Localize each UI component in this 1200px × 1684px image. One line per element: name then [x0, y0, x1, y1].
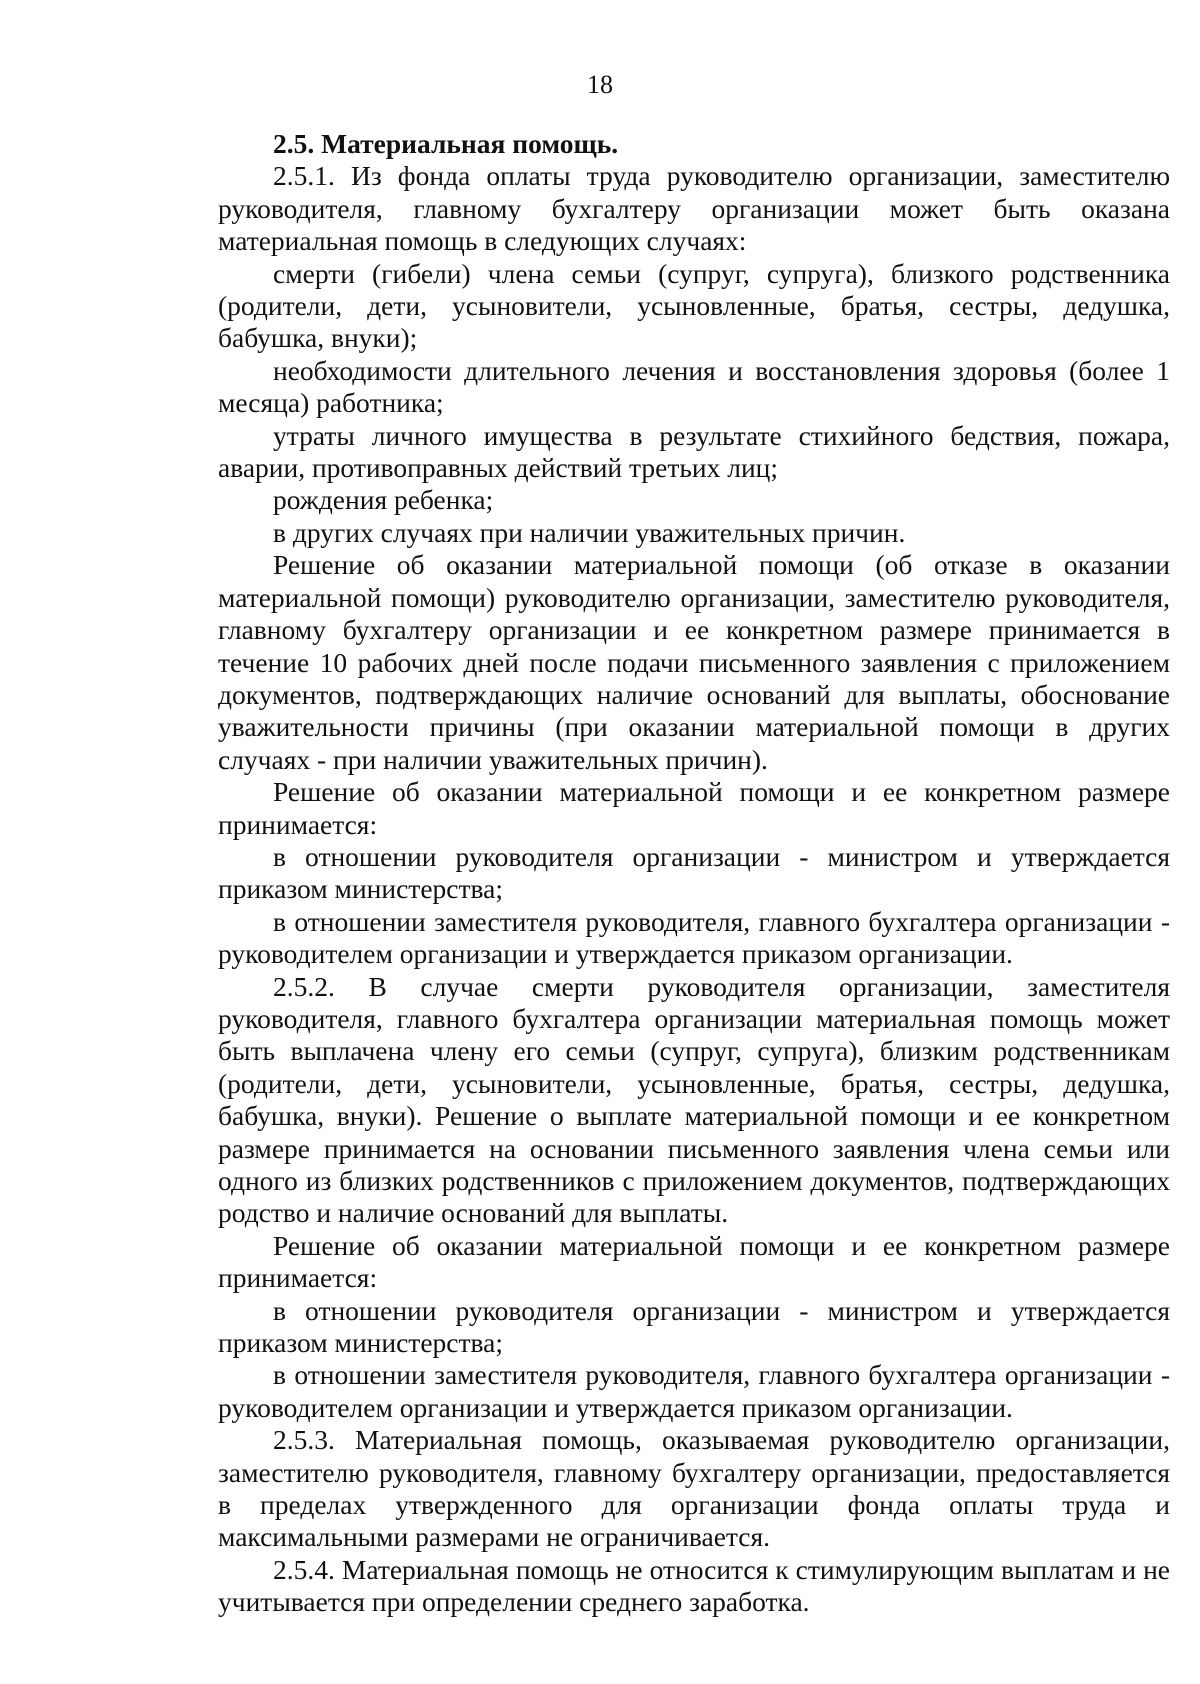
list-item-treatment: необходимости длительного лечения и восстановления здоровья (более 1 месяца) работника;: [218, 354, 1170, 419]
list-item-head-decision: в отношении руководителя организации - министром и утверждается приказом министерства;: [218, 840, 1170, 905]
paragraph-2-5-4: 2.5.4. Материальная помощь не относится к стимулирующим выплатам и не учитывается при определении среднего заработка.: [218, 1553, 1170, 1618]
paragraph-decision-made-2: Решение об оказании материальной помощи и ее конкретном размере принимается:: [218, 1229, 1170, 1294]
page-number: 18: [587, 70, 613, 99]
paragraph-decision-term: Решение об оказании материальной помощи (об отказе в оказании материальной помощи) руководителю организации, заместителю руководителя, главному бухгалтеру организации и ее конкретном размере принимается в течение 10 рабочих дней после подачи письменного заявления с приложением документов, подтверждающих наличие оснований для выплаты, обоснование уважительности причины (при оказании материальной помощи в других случаях - при наличии уважительных причин).: [218, 549, 1170, 775]
document-body: [218, 128, 1170, 1619]
list-item-deputy-decision: в отношении заместителя руководителя, главного бухгалтера организации - руководителем организации и утверждается приказом организации.: [218, 905, 1170, 970]
list-item-deputy-decision-2: в отношении заместителя руководителя, главного бухгалтера организации - руководителем организации и утверждается приказом организации.: [218, 1359, 1170, 1423]
list-item-other-cases: в других случаях при наличии уважительных причин.: [273, 516, 906, 548]
paragraph-2-5-1: 2.5.1. Из фонда оплаты труда руководителю организации, заместителю руководителя, главному бухгалтеру организации может быть оказана материальная помощь в следующих случаях:: [218, 160, 1170, 257]
paragraph-decision-made: Решение об оказании материальной помощи и ее конкретном размере принимается:: [218, 776, 1170, 840]
list-item-death: смерти (гибели) члена семьи (супруг, супруга), близкого родственника (родители, дети, усыновители, усыновленные, братья, сестры, дедушка, бабушка, внуки);: [218, 257, 1170, 354]
section-heading: 2.5. Материальная помощь.: [273, 128, 619, 159]
list-item-childbirth: рождения ребенка;: [273, 484, 494, 516]
paragraph-2-5-3: 2.5.3. Материальная помощь, оказываемая руководителю организации, заместителю руководителя, главному бухгалтеру организации, предоставляется в пределах утвержденного для организации фонда оплаты труда и максимальными размерами не ограничивается.: [218, 1424, 1170, 1553]
list-item-head-decision-2: в отношении руководителя организации - министром и утверждается приказом министерства;: [218, 1294, 1170, 1359]
list-item-property-loss: утраты личного имущества в результате стихийного бедствия, пожара, аварии, противоправных действий третьих лиц;: [218, 419, 1170, 484]
paragraph-2-5-2: 2.5.2. В случае смерти руководителя организации, заместителя руководителя, главного бухгалтера организации материальная помощь может быть выплачена члену его семьи (супруг, супруга), близким родственникам (родители, дети, усыновители, усыновленные, братья, сестры, дедушка, бабушка, внуки). Решение о выплате материальной помощи и ее конкретном размере принимается на основании письменного заявления члена семьи или одного из близких родственников с приложением документов, подтверждающих родство и наличие оснований для выплаты.: [218, 970, 1170, 1229]
